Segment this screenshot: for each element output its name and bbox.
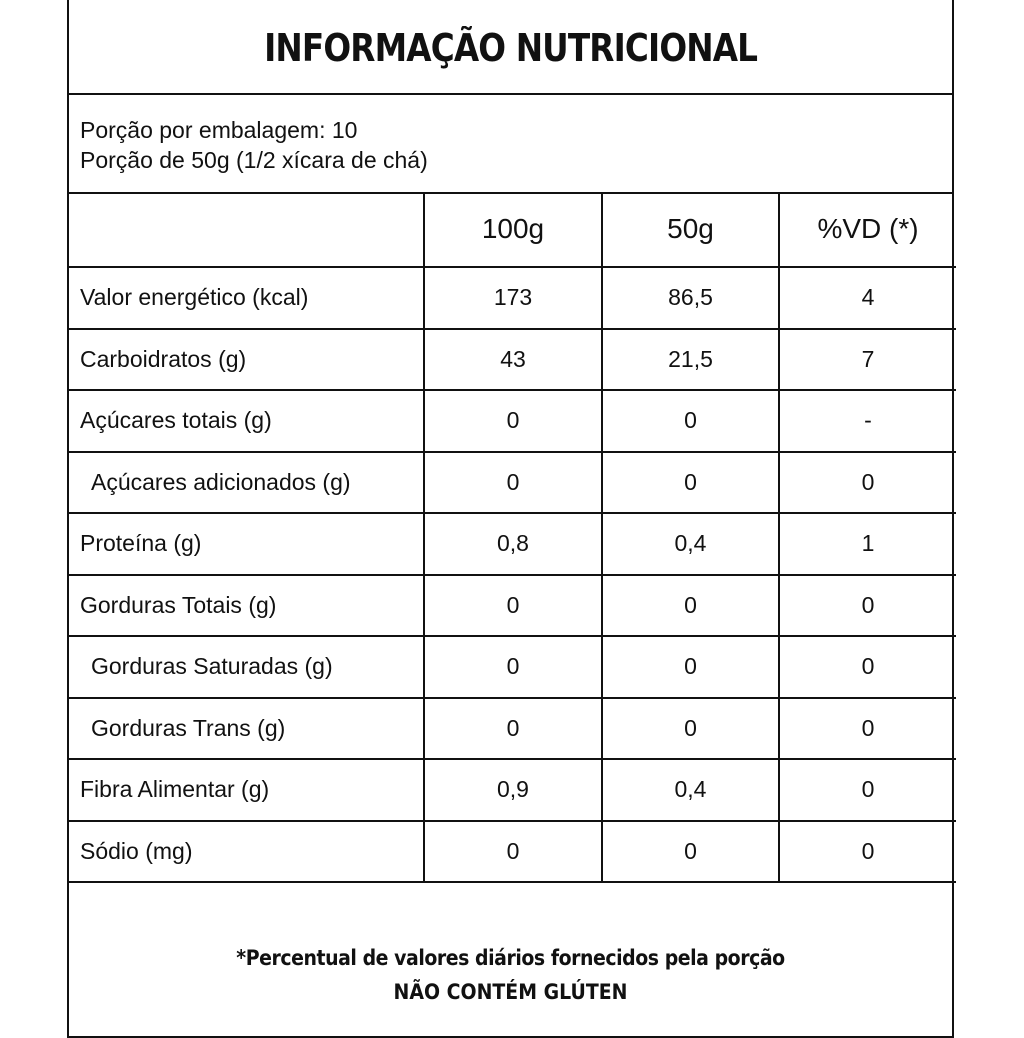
value-100g: 0 (424, 698, 602, 760)
table-row (69, 390, 956, 452)
value-vd: 0 (779, 575, 956, 637)
value-50g: 0 (602, 452, 779, 514)
portion-size: Porção de 50g (1/2 xícara de chá) (80, 147, 428, 173)
value-100g: 0 (424, 821, 602, 883)
table-row (69, 821, 956, 883)
value-50g: 0 (602, 575, 779, 637)
table-row (69, 759, 956, 821)
table-row (69, 575, 956, 637)
table-header-row (69, 192, 956, 267)
value-100g: 0 (424, 452, 602, 514)
value-vd: 0 (779, 698, 956, 760)
nutrient-name: Sódio (mg) (69, 821, 424, 883)
value-100g: 43 (424, 329, 602, 391)
table-row (69, 452, 956, 514)
portion-info (69, 95, 952, 194)
value-100g: 173 (424, 267, 602, 329)
header-100g: 100g (424, 192, 602, 267)
value-100g: 0,9 (424, 759, 602, 821)
nutrient-name: Fibra Alimentar (g) (69, 759, 424, 821)
value-50g: 0,4 (602, 759, 779, 821)
value-100g: 0,8 (424, 513, 602, 575)
nutrient-name: Gorduras Saturadas (g) (69, 636, 424, 698)
nutrient-name: Açúcares totais (g) (69, 390, 424, 452)
gluten-notice: NÃO CONTÉM GLÚTEN (393, 980, 628, 1004)
portions-per-package: Porção por embalagem: 10 (80, 117, 358, 143)
table-row (69, 513, 956, 575)
table-row (69, 267, 956, 329)
table-row (69, 329, 956, 391)
table-row (69, 698, 956, 760)
value-50g: 0 (602, 390, 779, 452)
value-vd: 0 (779, 821, 956, 883)
header-vd: %VD (*) (779, 192, 956, 267)
title-box (69, 0, 952, 95)
header-50g: 50g (602, 192, 779, 267)
value-vd: 4 (779, 267, 956, 329)
label-footer (69, 925, 952, 1004)
nutrient-name: Gorduras Totais (g) (69, 575, 424, 637)
value-50g: 0 (602, 636, 779, 698)
nutrient-name: Açúcares adicionados (g) (69, 452, 424, 514)
value-vd: 1 (779, 513, 956, 575)
value-100g: 0 (424, 636, 602, 698)
value-vd: 0 (779, 452, 956, 514)
value-vd: 0 (779, 636, 956, 698)
value-100g: 0 (424, 390, 602, 452)
value-vd: 0 (779, 759, 956, 821)
value-vd: 7 (779, 329, 956, 391)
header-nutrient (69, 192, 424, 267)
daily-value-footnote: *Percentual de valores diários fornecidos pela porção (236, 946, 785, 970)
value-50g: 0 (602, 821, 779, 883)
nutrition-facts-label (67, 0, 954, 1038)
table-row (69, 636, 956, 698)
nutrient-name: Carboidratos (g) (69, 329, 424, 391)
nutrient-name: Gorduras Trans (g) (69, 698, 424, 760)
nutrition-table (69, 192, 956, 883)
value-50g: 21,5 (602, 329, 779, 391)
nutrient-name: Proteína (g) (69, 513, 424, 575)
value-50g: 0 (602, 698, 779, 760)
nutrient-name: Valor energético (kcal) (69, 267, 424, 329)
value-50g: 0,4 (602, 513, 779, 575)
value-vd: - (779, 390, 956, 452)
value-50g: 86,5 (602, 267, 779, 329)
label-title: INFORMAÇÃO NUTRICIONAL (263, 25, 757, 70)
value-100g: 0 (424, 575, 602, 637)
